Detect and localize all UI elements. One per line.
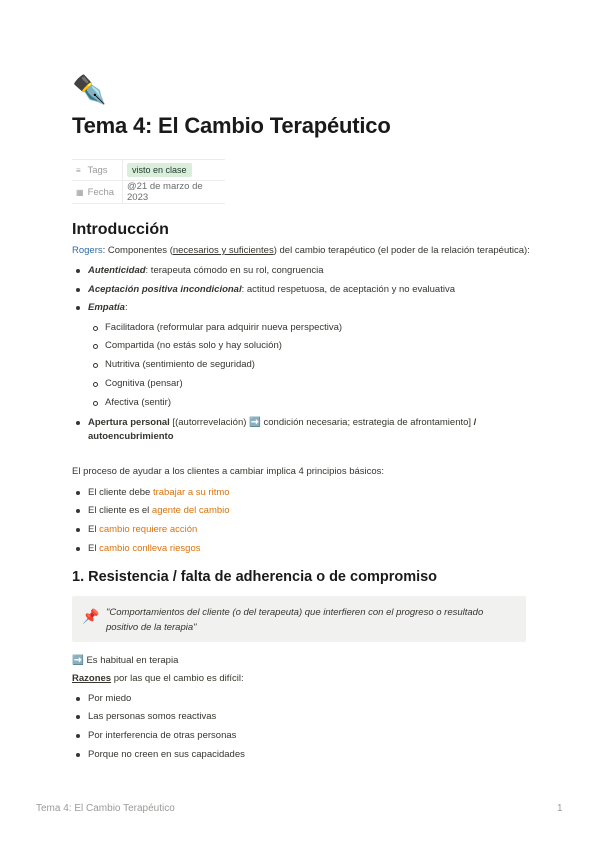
calendar-icon: ▦: [76, 187, 84, 197]
list-item: El cliente es el agente del cambio: [88, 505, 230, 516]
list-item: Aceptación positiva incondicional: actitud respetuosa, de aceptación y no evaluativa: [88, 284, 455, 295]
razones-label: Razones: [72, 673, 112, 684]
page-icon: ✒️: [72, 74, 107, 105]
list-item: El cliente debe trabajar a su ritmo: [88, 487, 230, 498]
date-value[interactable]: @21 de marzo de 2023: [123, 181, 226, 204]
list-item: Por interferencia de otras personas: [88, 730, 237, 741]
property-name: [72, 181, 123, 204]
section-heading: Introducción: [72, 221, 169, 238]
rogers-label: Rogers: [72, 245, 103, 256]
tag-chip[interactable]: visto en clase: [127, 163, 192, 177]
list-item: Las personas somos reactivas: [88, 711, 217, 722]
section-heading: 1. Resistencia / falta de adherencia o de compromiso: [72, 569, 438, 585]
list-item: Apertura personal [(autorrevelación) ➡️ condición necesaria; estrategia de afrontamiento] /: [88, 417, 477, 428]
property-name: [72, 160, 123, 181]
razones-line: Razones por las que el cambio es difícil:: [72, 673, 244, 684]
text: : Componentes (: [102, 245, 173, 256]
list-item: Porque no creen en sus capacidades: [88, 749, 245, 760]
properties-table: [72, 159, 225, 204]
sub-list-item: Facilitadora (reformular para adquirir nueva perspectiva): [105, 322, 343, 333]
list-item: Autenticidad: terapeuta cómodo en su rol, congruencia: [88, 265, 324, 276]
footer-title: Tema 4: El Cambio Terapéutico: [36, 803, 175, 814]
pushpin-icon: 📌: [82, 608, 100, 624]
property-label: Tags: [87, 164, 108, 176]
list-item-continuation: autoencubrimiento: [88, 431, 174, 442]
sub-list-item: Compartida (no estás solo y hay solución): [105, 340, 282, 351]
sub-list-item: Cognitiva (pensar): [105, 378, 183, 389]
list-item: Empatía:: [88, 302, 128, 313]
link-text[interactable]: necesarios y suficientes: [172, 245, 274, 256]
sub-list-item: Nutritiva (sentimiento de seguridad): [105, 359, 255, 370]
rogers-paragraph: [72, 245, 530, 256]
list-item: Por miedo: [88, 693, 132, 704]
property-value[interactable]: [123, 160, 226, 181]
callout: [72, 596, 526, 642]
list-item: El cambio requiere acción: [88, 524, 198, 535]
sub-list-item: Afectiva (sentir): [105, 397, 171, 408]
page-number: 1: [557, 803, 563, 814]
property-label: Fecha: [87, 186, 115, 198]
property-row-tags: [72, 160, 225, 181]
list-item: El cambio conlleva riesgos: [88, 543, 201, 554]
list-icon: ≡: [76, 165, 81, 175]
habitual-line: ➡️ Es habitual en terapia: [72, 655, 179, 666]
text: ) del cambio terapéutico (el poder de la relación terapéutica):: [273, 245, 530, 256]
page-title: Tema 4: El Cambio Terapéutico: [72, 113, 391, 138]
callout-text: "Comportamientos del cliente (o del terapeuta) que interfieren con el progreso o resultado positivo de la terapia": [106, 607, 484, 633]
principles-intro: El proceso de ayudar a los clientes a cambiar implica 4 principios básicos:: [72, 466, 385, 477]
property-row-fecha: [72, 181, 225, 204]
